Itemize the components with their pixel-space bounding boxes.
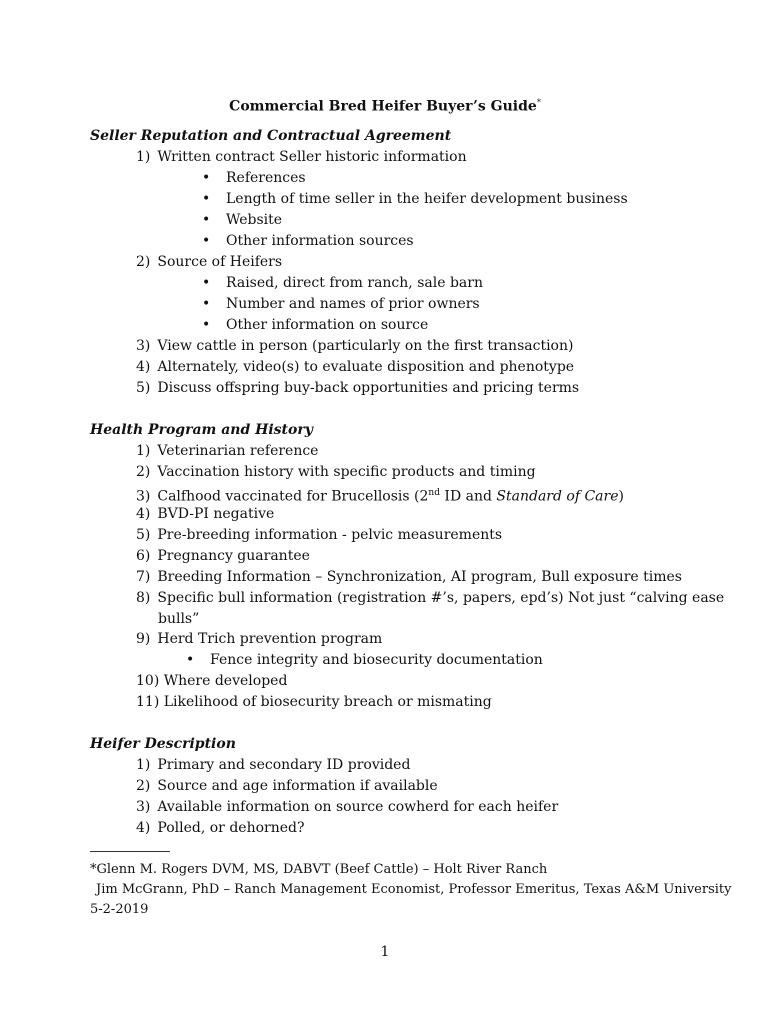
list-item: 4) BVD-PI negative [136,506,275,522]
list-item-continuation: bulls” [158,611,200,627]
list-item: 2) Source and age information if available [136,778,438,794]
page-number: 1 [380,944,390,960]
bullet-item: • References [202,170,306,186]
document-title: Commercial Bred Heifer Buyer’s Guide* [229,98,541,115]
list-item: 10) Where developed [136,673,288,689]
list-item: 1) Primary and secondary ID provided [136,757,411,773]
list-item: 4) Polled, or dehorned? [136,820,305,836]
list-item: 3) Calfhood vaccinated for Brucellosis (2nd ID and Standard of Care) [136,488,624,505]
footnote-marker: * [536,98,541,107]
list-item: 7) Breeding Information – Synchronization, AI program, Bull exposure times [136,569,682,585]
footnote-author-2: Jim McGrann, PhD – Ranch Management Economist, Professor Emeritus, Texas A&M University [96,882,732,897]
bullet-item: • Fence integrity and biosecurity documentation [186,652,543,668]
list-item: 8) Specific bull information (registration #’s, papers, epd’s) Not just “calving ease [136,590,725,606]
section-heading-health: Health Program and History [90,422,313,438]
list-item: 3) View cattle in person (particularly on the first transaction) [136,338,574,354]
list-item: 5) Discuss offspring buy-back opportunities and pricing terms [136,380,580,396]
bullet-item: • Other information sources [202,233,414,249]
list-item: 1) Written contract Seller historic information [136,149,467,165]
footnote-date: 5-2-2019 [90,902,149,917]
bullet-item: • Raised, direct from ranch, sale barn [202,275,483,291]
section-heading-seller: Seller Reputation and Contractual Agreement [90,128,452,144]
list-item: 1) Veterinarian reference [136,443,319,459]
bullet-item: • Website [202,212,283,228]
footnote-divider [90,851,170,852]
list-item: 11) Likelihood of biosecurity breach or mismating [136,694,492,710]
bullet-item: • Length of time seller in the heifer development business [202,191,628,207]
list-item: 5) Pre-breeding information - pelvic measurements [136,527,503,543]
list-item: 4) Alternately, video(s) to evaluate disposition and phenotype [136,359,575,375]
list-item: 2) Vaccination history with specific products and timing [136,464,536,480]
list-item: 9) Herd Trich prevention program [136,631,383,647]
list-item: 2) Source of Heifers [136,254,283,270]
bullet-item: • Number and names of prior owners [202,296,480,312]
section-heading-heifer: Heifer Description [90,736,236,752]
bullet-item: • Other information on source [202,317,429,333]
list-item: 6) Pregnancy guarantee [136,548,310,564]
footnote-author-1: *Glenn M. Rogers DVM, MS, DABVT (Beef Cattle) – Holt River Ranch [90,862,548,877]
list-item: 3) Available information on source cowherd for each heifer [136,799,559,815]
